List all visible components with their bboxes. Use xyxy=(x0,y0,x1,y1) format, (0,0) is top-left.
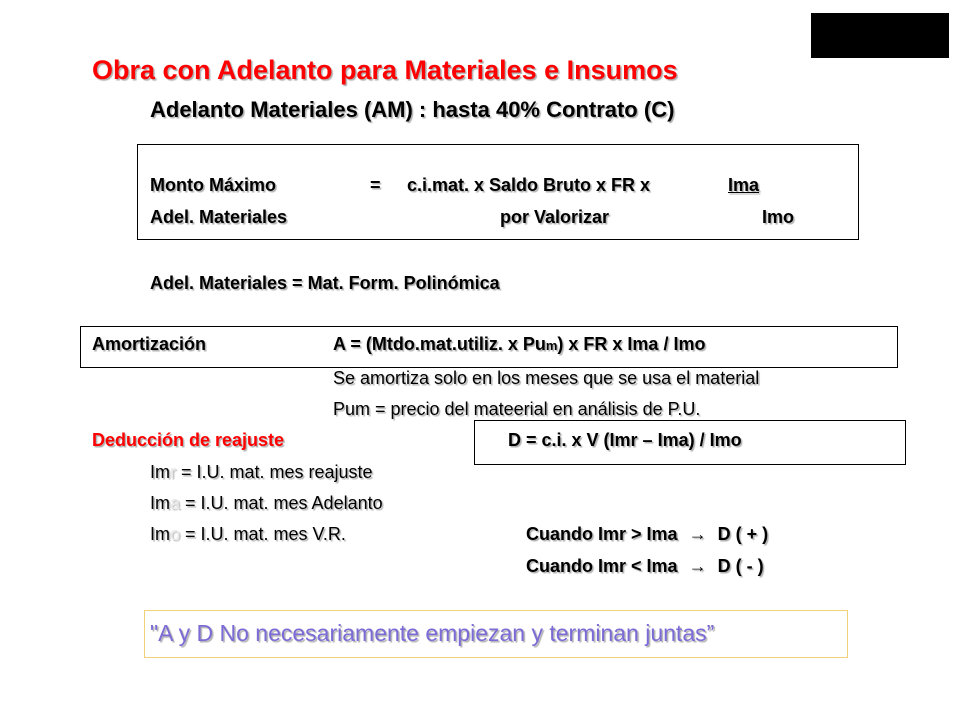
formula-numerator-expression: c.i.mat. x Saldo Bruto x FR x xyxy=(407,175,651,195)
right-arrow-icon: → xyxy=(688,524,707,544)
definition-imo xyxy=(150,524,346,545)
right-arrow-icon: → xyxy=(688,556,707,576)
slide-subtitle: Adelanto Materiales (AM) : hasta 40% Contrato (C) xyxy=(150,97,675,122)
condition-positive-result: D ( + ) xyxy=(717,524,769,544)
amortizacion-note-2: Pum = precio del mateerial en análisis de P.U. xyxy=(333,399,701,419)
definition-imo-prefix: Im xyxy=(150,524,170,544)
condition-negative-result: D ( - ) xyxy=(717,556,764,576)
definition-imo-text: = I.U. mat. mes V.R. xyxy=(180,524,346,544)
deduccion-label: Deducción de reajuste xyxy=(92,430,285,450)
adel-materiales-label: Adel. Materiales xyxy=(150,207,288,227)
equals-sign: = xyxy=(370,175,381,195)
amortizacion-formula-post: ) x FR x Ima / Imo xyxy=(557,334,706,354)
amortizacion-label: Amortización xyxy=(92,334,207,354)
amortizacion-formula xyxy=(333,334,705,355)
definition-imr-sub: r xyxy=(170,462,176,482)
amortizacion-formula-sub: m xyxy=(545,338,558,353)
corner-black-block xyxy=(811,13,949,58)
condition-positive-text: Cuando Imr > Ima xyxy=(526,524,678,544)
amortizacion-note-1: Se amortiza solo en los meses que se usa el material xyxy=(333,368,760,388)
polinomica-line: Adel. Materiales = Mat. Form. Polinómica xyxy=(150,273,500,293)
condition-row-negative xyxy=(526,556,764,577)
condition-negative-text: Cuando Imr < Ima xyxy=(526,556,678,576)
definition-ima-text: = I.U. mat. mes Adelanto xyxy=(180,493,383,513)
monto-maximo-label: Monto Máximo xyxy=(150,175,276,195)
formula-ima-numerator: Ima xyxy=(728,175,760,195)
deduccion-formula: D = c.i. x V (Imr – Ima) / Imo xyxy=(508,430,742,450)
definition-imr xyxy=(150,462,373,483)
definition-imr-prefix: Im xyxy=(150,462,170,482)
definition-ima-prefix: Im xyxy=(150,493,170,513)
definition-ima xyxy=(150,493,383,514)
definition-ima-sub: a xyxy=(170,493,181,513)
formula-imo-denominator: Imo xyxy=(762,207,795,227)
condition-row-positive xyxy=(526,524,768,545)
definition-imr-text: = I.U. mat. mes reajuste xyxy=(176,462,373,482)
slide-title: Obra con Adelanto para Materiales e Insumos xyxy=(92,55,678,85)
por-valorizar-label: por Valorizar xyxy=(500,207,610,227)
amortizacion-formula-pre: A = (Mtdo.mat.utiliz. x Pu xyxy=(333,334,546,354)
quote-text: "A y D No necesariamente empiezan y terminan juntas” xyxy=(150,620,715,646)
definition-imo-sub: o xyxy=(170,524,181,544)
